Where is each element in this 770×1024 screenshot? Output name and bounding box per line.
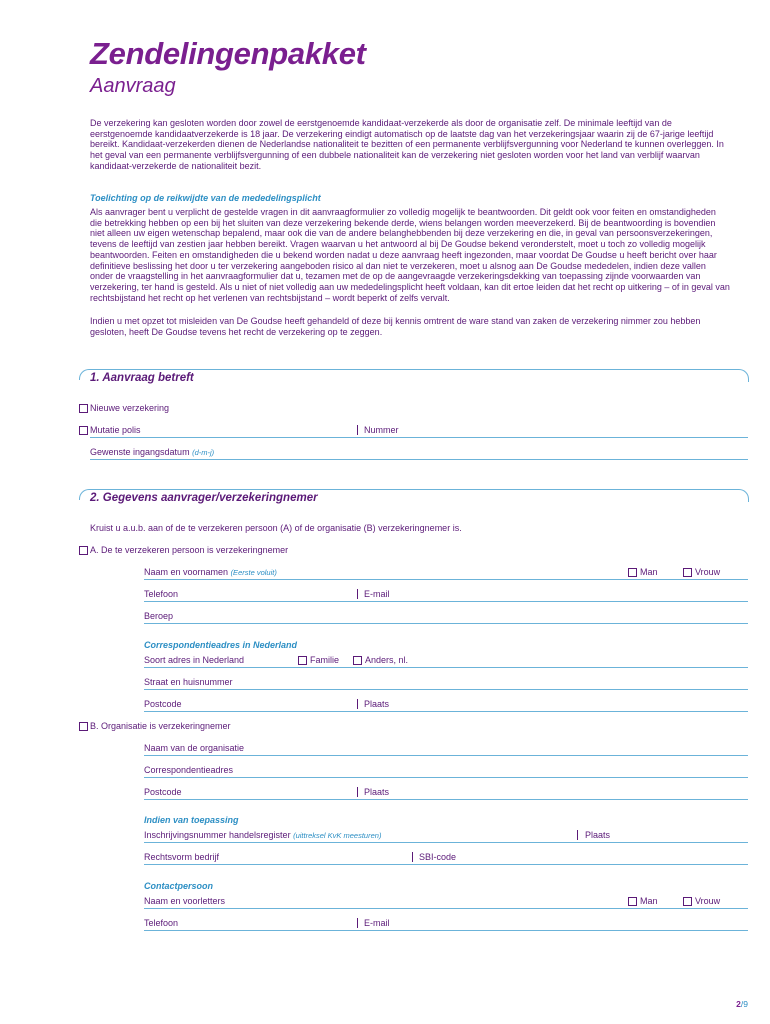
label-org-name: Naam van de organisatie: [144, 743, 245, 753]
field-separator: [357, 699, 358, 709]
checkbox-new-insurance[interactable]: [79, 404, 88, 413]
label-policy-mutation: Mutatie polis: [90, 425, 141, 435]
disclosure-heading: Toelichting op de reikwijdte van de mededelingsplicht: [90, 193, 321, 203]
label-vrouw: Vrouw: [695, 567, 721, 577]
checkbox-vrouw[interactable]: [683, 568, 692, 577]
label-legal-form: Rechtsvorm bedrijf: [144, 852, 220, 862]
postcode-plaats-org-field[interactable]: [144, 799, 748, 800]
page-title: Zendelingenpakket: [90, 36, 366, 71]
checkbox-option-b[interactable]: [79, 722, 88, 731]
checkbox-man[interactable]: [628, 568, 637, 577]
label-sbi: SBI-code: [419, 852, 457, 862]
corr-address-field[interactable]: [144, 777, 748, 778]
label-contact-man: Man: [640, 896, 658, 906]
full-name-field[interactable]: [144, 579, 748, 580]
label-contact-vrouw: Vrouw: [695, 896, 721, 906]
label-man: Man: [640, 567, 658, 577]
label-email: E-mail: [364, 589, 390, 599]
applicable-heading: Indien van toepassing: [144, 815, 239, 825]
legal-form-field[interactable]: [144, 864, 748, 865]
field-separator: [357, 918, 358, 928]
registration-field[interactable]: [144, 842, 748, 843]
corr-nl-heading: Correspondentieadres in Nederland: [144, 640, 298, 650]
start-date-hint: (d-m-j): [192, 448, 215, 457]
page-subtitle: Aanvraag: [90, 75, 176, 97]
label-phone: Telefoon: [144, 589, 179, 599]
org-name-field[interactable]: [144, 755, 748, 756]
contact-heading: Contactpersoon: [144, 881, 214, 891]
field-separator: [357, 787, 358, 797]
label-full-name: Naam en voornamen (Eerste voluit): [144, 567, 277, 577]
address-type-field[interactable]: [144, 667, 748, 668]
phone-email-field[interactable]: [144, 601, 748, 602]
intro-paragraph: De verzekering kan gesloten worden door zowel de eerstgenoemde kandidaat-verzekerde als door de organisatie zelf. De minimale leeftijd van de eerstgenoemde kandidaatverzekerde is 18 jaar. De verzekering eindigt automatisch op de laatste dag van het verzekeringsjaar waarin zij de 67-jarige leeftijd bereikt. Kandidaat-verzekerden dienen de Nederlandse nationaliteit te bezitten of een permanente verblijfsvergunning voor Nederland te kunnen overleggen. In het geval van een permanente verblijfsvergunning of een dubbele nationaliteit kan de verzekering niet gesloten worden voor het land van verblijf waarvan kandidaat-verzekerde de nationaliteit bezit.: [90, 118, 724, 171]
field-separator: [412, 852, 413, 862]
label-profession: Beroep: [144, 611, 174, 621]
label-address-type: Soort adres in Nederland: [144, 655, 245, 665]
checkbox-anders[interactable]: [353, 656, 362, 665]
field-separator: [357, 425, 358, 435]
checkbox-contact-man[interactable]: [628, 897, 637, 906]
label-option-b: B. Organisatie is verzekeringnemer: [90, 721, 231, 731]
registration-hint: (uittreksel KvK meesturen): [293, 831, 382, 840]
checkbox-familie[interactable]: [298, 656, 307, 665]
label-contact-phone: Telefoon: [144, 918, 179, 928]
label-start-date: Gewenste ingangsdatum (d-m-j): [90, 447, 215, 457]
street-field[interactable]: [144, 689, 748, 690]
disclosure-paragraph: Als aanvrager bent u verplicht de gestelde vragen in dit aanvraagformulier zo volledig mogelijk te beantwoorden. Dit geldt ook voor feiten en omstandigheden die betrekking hebben op een bij het sluiten van deze verzekering bekende derde, wiens belangen worden meeverzekerd. Bij de beantwoording is bovendien niet alleen uw eigen wetenschap bepalend, maar ook die van de andere belanghebbenden bij deze verzekering en die, in geval van persoonsverzekeringen, tevens de leeftijd van zestien jaar hebben bereikt. Vragen waarvan u het antwoord al bij De Goudse bekend veronderstelt, moet u toch zo volledig mogelijk beantwoorden. Feiten en omstandigheden die u bekend worden nadat u deze aanvraag heeft ingezonden, maar voordat De Goudse u heeft bericht over haar definitieve beslissing het door u ter verzekering aangeboden risico al dan niet te verzekeren, moet u alsnog aan De Goudse mededelen, indien deze vallen onder de vraagstelling in het aanvraagformulier dat u, tezamen met de op de aangevraagde verzekeringsdekking van toepassing zijnde voorwaarden van verzekering, ter hand is gesteld. Als u niet of niet volledig aan uw mededelingsplicht heeft voldaan, kan dit ertoe leiden dat het recht op uitkering – of in geval van rechtsbijstand het recht op het verlenen van rechtsbijstand – wordt beperkt of zelfs vervalt.: [90, 207, 730, 303]
label-contact-email: E-mail: [364, 918, 390, 928]
contact-phone-email-field[interactable]: [144, 930, 748, 931]
label-new-insurance: Nieuwe verzekering: [90, 403, 170, 413]
label-contact-name: Naam en voorletters: [144, 896, 226, 906]
contact-name-field[interactable]: [144, 908, 748, 909]
checkbox-contact-vrouw[interactable]: [683, 897, 692, 906]
label-street: Straat en huisnummer: [144, 677, 233, 687]
label-option-a: A. De te verzekeren persoon is verzekeringnemer: [90, 545, 289, 555]
label-anders: Anders, nl.: [365, 655, 409, 665]
policy-number-field[interactable]: [90, 437, 748, 438]
full-name-hint: (Eerste voluit): [230, 568, 277, 577]
field-separator: [357, 589, 358, 599]
start-date-field[interactable]: [90, 459, 748, 460]
label-policy-number: Nummer: [364, 425, 399, 435]
label-plaats-org: Plaats: [364, 787, 390, 797]
section-2-title: 2. Gegevens aanvrager/verzekeringnemer: [90, 492, 324, 504]
label-postcode-org: Postcode: [144, 787, 182, 797]
page-total: /9: [740, 999, 748, 1009]
checkbox-option-a[interactable]: [79, 546, 88, 555]
label-registration: Inschrijvingsnummer handelsregister (uittreksel KvK meesturen): [144, 830, 382, 840]
checkbox-policy-mutation[interactable]: [79, 426, 88, 435]
label-postcode: Postcode: [144, 699, 182, 709]
field-separator: [577, 830, 578, 840]
page-number: [736, 999, 748, 1009]
section-2-instruction: Kruist u a.u.b. aan of de te verzekeren persoon (A) of de organisatie (B) verzekeringnemer is.: [90, 523, 462, 533]
page-current: 2: [736, 999, 741, 1009]
label-familie: Familie: [310, 655, 340, 665]
section-1-title: 1. Aanvraag betreft: [90, 372, 200, 384]
profession-field[interactable]: [144, 623, 748, 624]
label-plaats: Plaats: [364, 699, 390, 709]
label-corr-address: Correspondentieadres: [144, 765, 234, 775]
disclosure-paragraph-2: Indien u met opzet tot misleiden van De Goudse heeft gehandeld of deze bij kennis omtrent de ware stand van zaken de verzekering nimmer zou hebben gesloten, heeft De Goudse tevens het recht de verzekering op te zeggen.: [90, 316, 701, 337]
postcode-plaats-field[interactable]: [144, 711, 748, 712]
label-plaats-reg: Plaats: [585, 830, 611, 840]
